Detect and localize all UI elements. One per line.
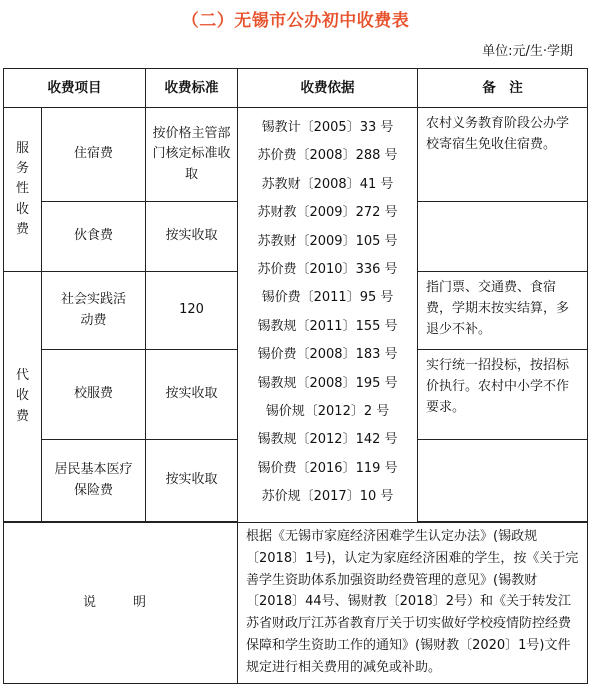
explain-row (4, 523, 588, 684)
basis-item: 锡价费〔2016〕119 号 (257, 460, 398, 476)
header-note: 备 注 (418, 69, 588, 108)
header-item: 收费项目 (4, 69, 146, 108)
basis-item: 苏教财〔2009〕105 号 (257, 233, 398, 249)
standard-uniform: 按实收取 (146, 350, 238, 440)
basis-item: 锡教计〔2005〕33 号 (261, 120, 394, 135)
note-uniform: 实行统一招投标，按招标价执行。农村中小学不作要求。 (418, 350, 588, 440)
explain-label: 说 明 (4, 523, 238, 684)
standard-insurance: 按实收取 (146, 440, 238, 522)
item-insurance: 居民基本医疗保险费 (42, 440, 146, 522)
basis-item: 苏价规〔2017〕10 号 (261, 489, 394, 505)
note-lodging: 农村义务教育阶段公办学校寄宿生免收住宿费。 (418, 108, 588, 202)
explain-text: 根据《无锡市家庭经济困难学生认定办法》(锡政规〔2018〕1号)，认定为家庭经济困难的学生，按《关于完善学生资助体系加强资助经费管理的意见》(锡教财〔2018〕44号、锡财教〔2018〕2号）和《关于转发江苏省财政厅江苏省教育厅关于切实做好学校疫情防控经费保障和学生资助工作的通知》(锡财教〔2020〕1号)文件规定进行相关费用的减免或补助。 (238, 523, 588, 684)
basis-item: 锡价规〔2012〕2 号 (265, 404, 390, 420)
table-row (4, 108, 588, 202)
basis-item: 锡教规〔2011〕155 号 (257, 318, 398, 334)
basis-item: 锡价费〔2008〕183 号 (257, 347, 398, 363)
basis-item: 锡价费〔2011〕95 号 (261, 290, 394, 306)
fee-table (3, 68, 588, 684)
header-standard: 收费标准 (146, 69, 238, 108)
basis-list (238, 108, 418, 523)
note-insurance (418, 440, 588, 522)
standard-lodging: 按价格主管部门核定标准收取 (146, 108, 238, 202)
standard-practice: 120 (146, 272, 238, 350)
note-practice: 指门票、交通费、食宿费，学期末按实结算，多退少不补。 (418, 272, 588, 350)
group-service: 服 务 性 收 费 (4, 108, 42, 272)
item-lodging: 住宿费 (42, 108, 146, 202)
item-meal: 伙食费 (42, 202, 146, 272)
item-practice: 社会实践活动费 (42, 272, 146, 350)
basis-item: 苏教财〔2008〕41 号 (261, 176, 394, 192)
note-meal (418, 202, 588, 272)
standard-meal: 按实收取 (146, 202, 238, 272)
basis-item: 苏价费〔2008〕288 号 (257, 148, 398, 164)
basis-item: 苏价费〔2010〕336 号 (257, 262, 398, 278)
group-agency: 代 收 费 (4, 272, 42, 522)
header-row (4, 69, 588, 108)
item-uniform: 校服费 (42, 350, 146, 440)
basis-item: 锡教规〔2008〕195 号 (257, 375, 398, 391)
page-title: （二）无锡市公办初中收费表 (181, 11, 410, 31)
unit-label: 单位:元/生·学期 (482, 44, 573, 59)
basis-item: 锡教规〔2012〕142 号 (257, 432, 398, 448)
basis-item: 苏财教〔2009〕272 号 (257, 205, 398, 221)
header-basis: 收费依据 (238, 69, 418, 108)
